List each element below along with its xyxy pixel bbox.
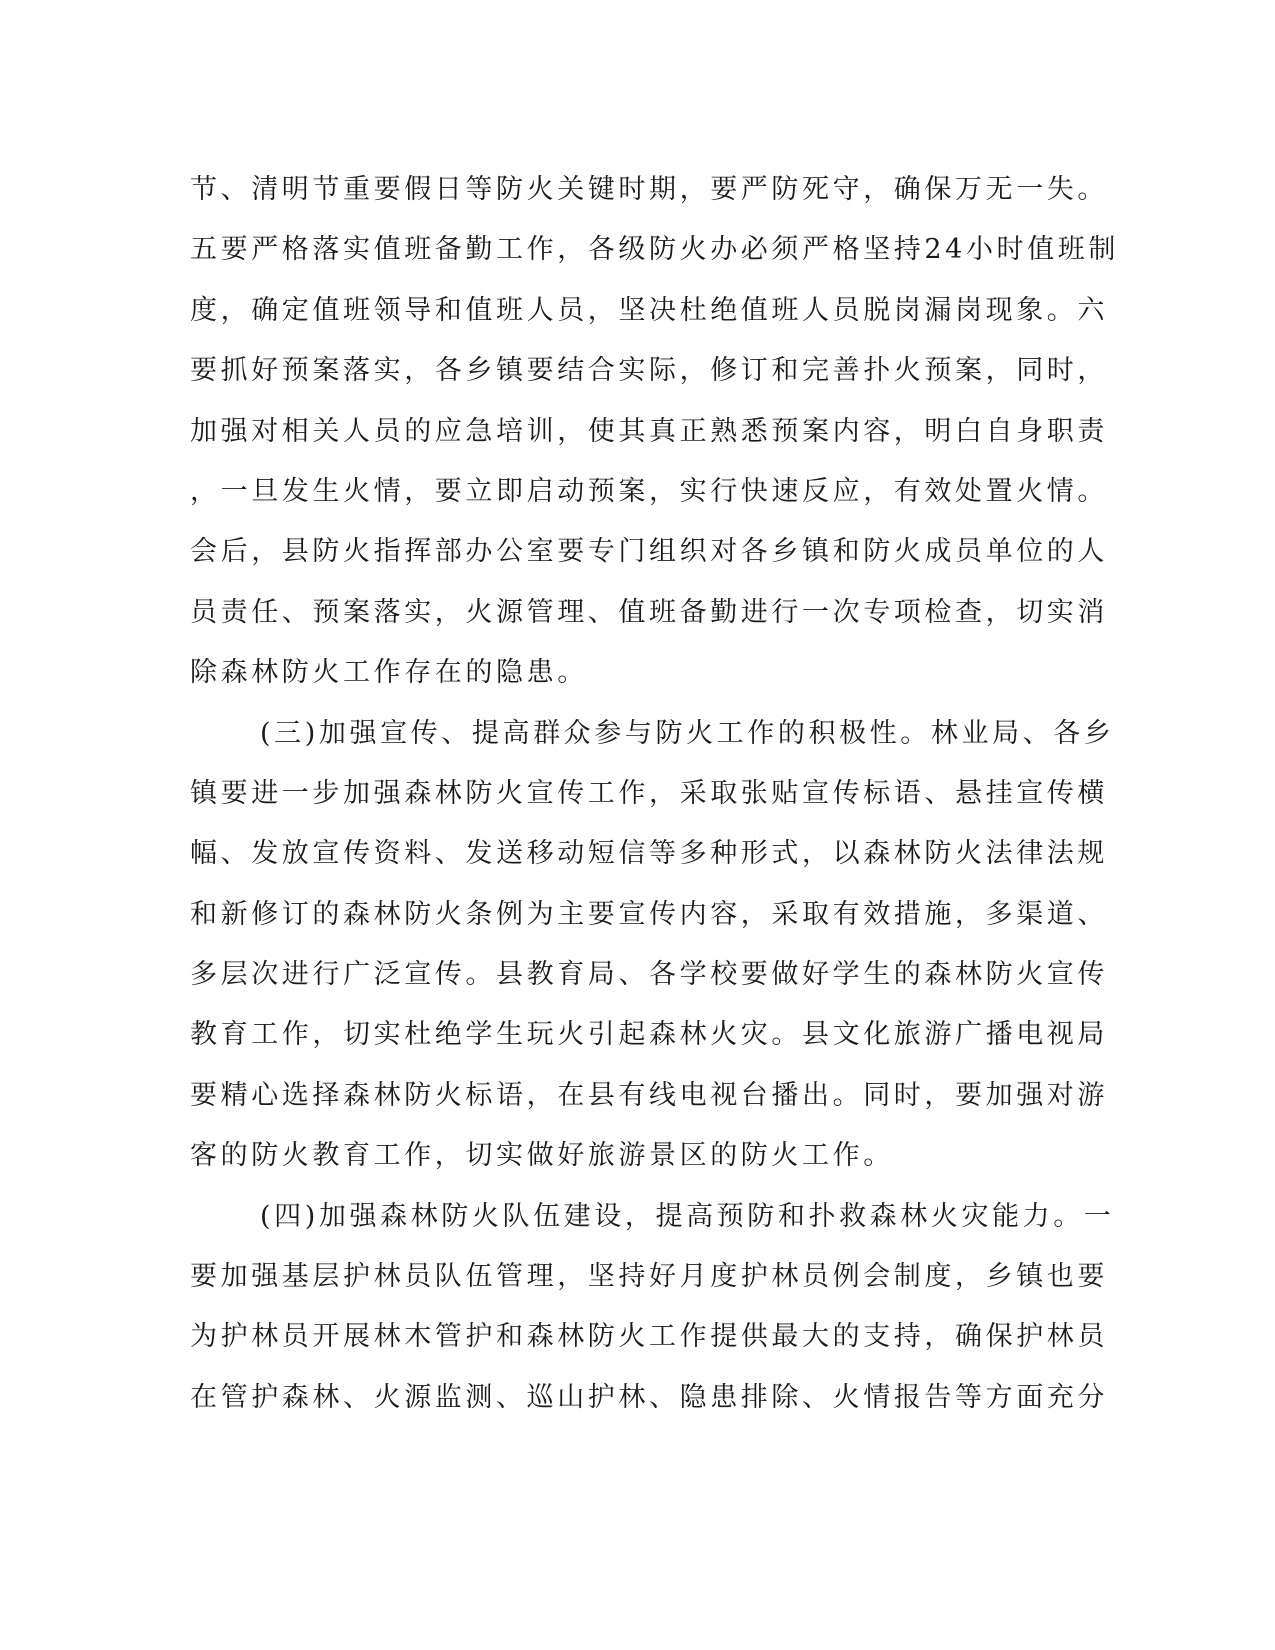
text-line: 加强对相关人员的应急培训，使其真正熟悉预案内容，明白自身职责 xyxy=(190,415,1108,447)
text-line: 员责任、预案落实，火源管理、值班备勤进行一次专项检查，切实消 xyxy=(190,596,1108,628)
text-line: 要加强基层护林员队伍管理，坚持好月度护林员例会制度，乡镇也要 xyxy=(190,1261,1108,1293)
text-line: 要精心选择森林防火标语，在县有线电视台播出。同时，要加强对游 xyxy=(190,1079,1108,1111)
body-text xyxy=(190,160,1119,1428)
text-line: 教育工作，切实杜绝学生玩火引起森林火灾。县文化旅游广播电视局 xyxy=(190,1019,1108,1051)
text-line: 多层次进行广泛宣传。县教育局、各学校要做好学生的森林防火宣传 xyxy=(190,959,1108,991)
text-line: 和新修订的森林防火条例为主要宣传内容，采取有效措施，多渠道、 xyxy=(190,898,1108,930)
text-line: 要抓好预案落实，各乡镇要结合实际，修订和完善扑火预案，同时， xyxy=(190,355,1108,387)
text-line: 镇要进一步加强森林防火宣传工作，采取张贴宣传标语、悬挂宣传横 xyxy=(190,777,1108,809)
paragraph-heading-3: (三)加强宣传、提高群众参与防火工作的积极性。林业局、各乡 xyxy=(260,717,1115,749)
text-line: 除森林防火工作存在的隐患。 xyxy=(190,657,588,689)
text-line: ，一旦发生火情，要立即启动预案，实行快速反应，有效处置火情。 xyxy=(190,475,1108,507)
text-line: 五要严格落实值班备勤工作，各级防火办必须严格坚持24小时值班制 xyxy=(190,234,1119,266)
text-line: 节、清明节重要假日等防火关键时期，要严防死守，确保万无一失。 xyxy=(190,174,1108,205)
text-line: 会后，县防火指挥部办公室要专门组织对各乡镇和防火成员单位的人 xyxy=(190,536,1108,568)
text-line: 度，确定值班领导和值班人员，坚决杜绝值班人员脱岗漏岗现象。六 xyxy=(190,294,1108,326)
paragraph-heading-4: (四)加强森林防火队伍建设，提高预防和扑救森林火灾能力。一 xyxy=(260,1200,1115,1232)
text-line: 为护林员开展林木管护和森林防火工作提供最大的支持，确保护林员 xyxy=(190,1321,1108,1353)
text-line: 在管护森林、火源监测、巡山护林、隐患排除、火情报告等方面充分 xyxy=(190,1381,1108,1413)
text-line: 客的防火教育工作，切实做好旅游景区的防火工作。 xyxy=(190,1140,894,1172)
text-line: 幅、发放宣传资料、发送移动短信等多种形式，以森林防火法律法规 xyxy=(190,838,1108,870)
